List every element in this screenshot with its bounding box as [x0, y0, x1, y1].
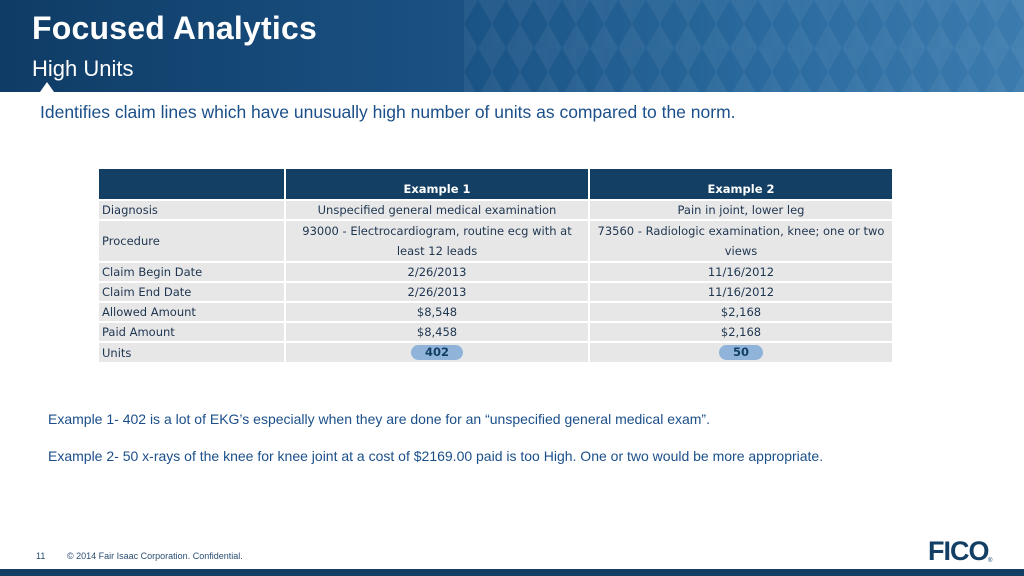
table-row-units — [99, 342, 892, 362]
table-header-row — [99, 169, 892, 200]
cell-example-1: 93000 - Electrocardiogram, routine ecg with at least 12 leads — [285, 220, 589, 262]
row-label: Diagnosis — [99, 200, 285, 220]
copyright-text: © 2014 Fair Isaac Corporation. Confidential. — [67, 551, 243, 561]
table-row — [99, 200, 892, 220]
header-pattern — [464, 0, 1024, 92]
table-row — [99, 302, 892, 322]
intro-text: Identifies claim lines which have unusually high number of units as compared to the norm. — [40, 102, 736, 122]
cell-example-1: Unspecified general medical examination — [285, 200, 589, 220]
trademark-icon: ® — [988, 558, 993, 564]
row-label: Procedure — [99, 220, 285, 262]
example-1-note: Example 1- 402 is a lot of EKG’s especially when they are done for an “unspecified general medical exam”. — [48, 411, 710, 427]
comparison-table — [99, 169, 892, 362]
row-label: Paid Amount — [99, 322, 285, 342]
cell-example-1: 2/26/2013 — [285, 282, 589, 302]
header-example-2: Example 2 — [589, 169, 892, 200]
cell-example-2: Pain in joint, lower leg — [589, 200, 892, 220]
page-number: 11 — [36, 551, 46, 561]
page-subtitle: High Units — [32, 56, 134, 81]
cell-example-1: $8,548 — [285, 302, 589, 322]
units-highlight-badge: 402 — [411, 345, 463, 360]
header-label-cell — [99, 169, 285, 200]
page-title: Focused Analytics — [32, 10, 317, 46]
cell-example-2: $2,168 — [589, 322, 892, 342]
table-row — [99, 322, 892, 342]
footer-bar — [0, 569, 1024, 576]
header-example-1: Example 1 — [285, 169, 589, 200]
fico-logo: FICO — [928, 536, 989, 566]
table-row — [99, 282, 892, 302]
table-row — [99, 220, 892, 262]
cell-example-1: 2/26/2013 — [285, 262, 589, 282]
cell-example-2: 73560 - Radiologic examination, knee; one or two views — [589, 220, 892, 262]
table-row — [99, 262, 892, 282]
header-notch-icon — [40, 82, 54, 92]
header-banner — [0, 0, 1024, 92]
cell-example-1: $8,458 — [285, 322, 589, 342]
row-label: Units — [99, 342, 285, 362]
row-label: Claim End Date — [99, 282, 285, 302]
row-label: Claim Begin Date — [99, 262, 285, 282]
cell-example-1 — [285, 342, 589, 362]
cell-example-2: 11/16/2012 — [589, 282, 892, 302]
row-label: Allowed Amount — [99, 302, 285, 322]
cell-example-2: 11/16/2012 — [589, 262, 892, 282]
cell-example-2 — [589, 342, 892, 362]
cell-example-2: $2,168 — [589, 302, 892, 322]
units-highlight-badge: 50 — [719, 345, 763, 360]
example-2-note: Example 2- 50 x-rays of the knee for knee joint at a cost of $2169.00 paid is too High. One or two would be more appropriate. — [48, 448, 824, 464]
